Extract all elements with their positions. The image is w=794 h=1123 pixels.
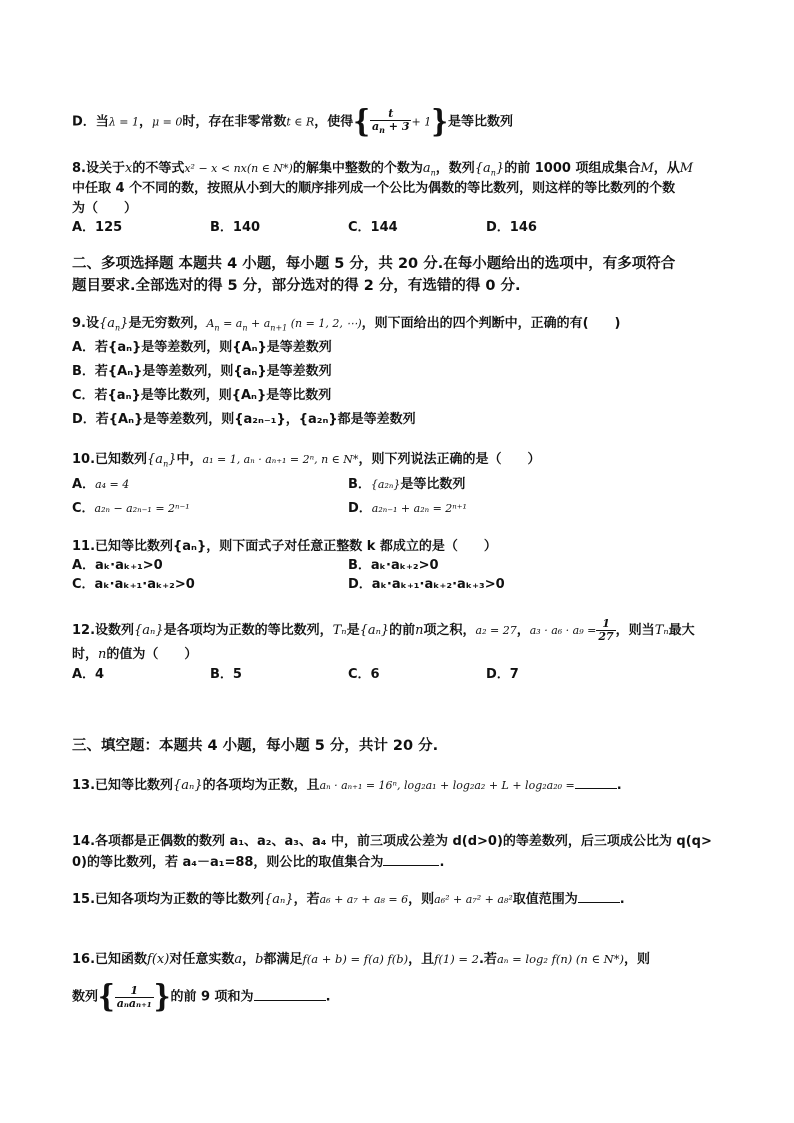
math-sub: n [242, 323, 248, 333]
option-label: D． [72, 114, 96, 130]
option-b: B．140 [210, 220, 261, 235]
math: a₆ + a₇ + a₈ = 6 [319, 893, 409, 906]
fraction-numerator: 1 [596, 618, 615, 631]
math: n [415, 623, 424, 638]
text: 15.已知各项均为正数的等比数列 [72, 892, 265, 907]
q14-line-2 [72, 853, 444, 872]
q9-option-c: C．若{aₙ}是等比数列，则{Aₙ}是等比数列 [72, 388, 332, 403]
math: x² − x < nx [184, 162, 247, 175]
option-a: A．4 [72, 667, 105, 682]
math: a₂ₙ − a₂ₙ₋₁ = 2ⁿ⁻¹ [94, 502, 190, 515]
text: ，从 [653, 161, 680, 176]
math: f(a + b) = f(a) f(b) [302, 952, 409, 966]
q11-option-a: A．aₖ·aₖ₊₁>0 [72, 558, 163, 573]
option-label: B． [348, 477, 371, 492]
text: 是 [346, 623, 360, 638]
math: } [168, 452, 177, 467]
math: a [371, 120, 380, 133]
text: 0)的等比数列，若 a₄－a₁=88，则公比的取值集合为 [72, 855, 384, 870]
right-brace: } [153, 979, 171, 1015]
q9-option-a: A．若{aₙ}是等差数列，则{Aₙ}是等差数列 [72, 340, 332, 355]
q10-option-a [72, 477, 129, 492]
math: a₄ = 4 [95, 478, 130, 491]
text: 当 [95, 114, 109, 130]
math-sub: n+1 [270, 323, 288, 333]
fraction-numerator: 1 [115, 985, 154, 998]
math: a₂ₙ₋₁ + a₂ₙ = 2ⁿ⁺¹ [371, 502, 467, 515]
fraction-denominator: 27 [598, 630, 614, 643]
option-a: A．125 [72, 220, 123, 235]
math: Tₙ [332, 623, 347, 638]
q7-option-d [72, 104, 513, 141]
text: ， [242, 952, 256, 967]
fraction-denominator: aₙaₙ₊₁ [116, 996, 152, 1010]
math: x [124, 161, 133, 176]
q15-stem [72, 890, 625, 909]
math: n [98, 647, 107, 662]
q10-option-d [348, 500, 467, 518]
math-sub: n [490, 168, 496, 178]
math: a₆² + a₇² + a₈² [434, 893, 513, 906]
text: ，则下列说法正确的是（ ） [358, 452, 541, 467]
math: aₙ · aₙ₊₁ = 16ⁿ, log₂a₁ + log₂a₂ + L + log₂a₂₀ = [319, 779, 575, 792]
option-label: C． [72, 501, 95, 516]
text: 对任意实数 [169, 952, 235, 967]
math: A [206, 317, 215, 330]
q8-line-3: 为（ ） [72, 201, 138, 216]
math-sub: n [430, 168, 436, 178]
math-sub: n [214, 323, 220, 333]
q12-line-2 [72, 646, 197, 664]
text: ，则 [408, 892, 435, 907]
text: 12.设数列 [72, 623, 135, 638]
text: 的前 1000 项组成集合 [504, 161, 641, 176]
section-2-heading-line-2: 题目要求.全部选对的得 5 分，部分选对的得 2 分，有选错的得 0 分. [72, 278, 521, 294]
q10-stem [72, 451, 540, 474]
q9-option-b: B．若{Aₙ}是等差数列，则{aₙ}是等差数列 [72, 364, 332, 379]
q11-options-row-2 [72, 576, 732, 594]
text: . [325, 989, 331, 1005]
text: 取值范围为 [512, 892, 578, 907]
text: ，数列 [435, 161, 475, 176]
fraction-denominator [370, 121, 412, 136]
math: M [640, 161, 654, 176]
math: a [422, 161, 431, 176]
text: 最大 [668, 623, 695, 638]
q8-line-2: 中任取 4 个不同的数，按照从小到大的顺序排列成一个公比为偶数的等比数列，则这样的等比数列的个数 [72, 181, 676, 196]
q16-line-1 [72, 950, 650, 969]
answer-blank[interactable] [383, 853, 439, 866]
text: 的前 9 项和为 [170, 989, 254, 1005]
fraction [115, 985, 154, 1010]
math-sub: n [115, 323, 121, 333]
math: (n ∈ N*) [246, 162, 293, 175]
text: 项之积， [423, 623, 476, 638]
math: a₂ = 27 [475, 624, 517, 637]
q9-stem [72, 315, 621, 338]
math: f(1) = 2 [434, 952, 479, 966]
math-sub: n [379, 125, 385, 136]
q13-stem [72, 776, 622, 795]
left-brace: { [353, 104, 370, 141]
math: a₁ = 1, aₙ · aₙ₊₁ = 2ⁿ, n ∈ N* [202, 453, 359, 466]
answer-blank[interactable] [254, 988, 326, 1001]
text: 的不等式 [132, 161, 185, 176]
math-sub: n [163, 459, 169, 469]
fraction [596, 618, 615, 643]
q11-options-row-1 [72, 557, 732, 575]
text: 的值为（ ） [106, 647, 198, 662]
fraction [370, 108, 412, 136]
option-label: D． [348, 501, 372, 516]
math: + 3 [384, 120, 410, 133]
option-d: D．7 [486, 667, 519, 682]
math: + a [247, 317, 271, 330]
q10-option-b [348, 476, 465, 494]
option-d: D．146 [486, 220, 537, 235]
math: } [120, 316, 129, 331]
text: ， [516, 623, 530, 638]
text: 中， [176, 452, 203, 467]
text: 是等比数列 [447, 114, 513, 130]
text: 是无穷数列， [128, 316, 207, 331]
text: ，且 [408, 952, 435, 967]
section-2-heading-line-1: 二、多项选择题 本题共 4 小题，每小题 5 分，共 20 分.在每小题给出的选项中，有多项符合 [72, 256, 676, 272]
text: ，则下面给出的四个判断中，正确的有( ) [361, 316, 621, 331]
q16-line-2 [72, 979, 331, 1015]
text: 的各项均为正数，且 [202, 778, 320, 793]
math: {aₙ} [134, 623, 164, 638]
text: 10.已知数列 [72, 452, 148, 467]
option-label: A． [72, 477, 96, 492]
answer-blank[interactable] [575, 776, 617, 789]
math: aₙ = log₂ f(n) (n ∈ N*) [496, 952, 624, 966]
q9-option-d: D．若{Aₙ}是等差数列，则{a₂ₙ₋₁}，{a₂ₙ}都是等差数列 [72, 412, 416, 427]
q10-options-row-2 [72, 500, 732, 518]
math: = a [219, 317, 243, 330]
text: 都满足 [263, 952, 303, 967]
math: {aₙ} [264, 892, 294, 907]
option-b: B．5 [210, 667, 242, 682]
text: 数列 [72, 989, 99, 1005]
option-c: C．144 [348, 220, 398, 235]
text: ，则 [623, 952, 650, 967]
text: ，若 [293, 892, 320, 907]
section-3-heading: 三、填空题：本题共 4 小题，每小题 5 分，共计 20 分. [72, 738, 439, 754]
math: Tₙ [654, 623, 669, 638]
q11-stem: 11.已知等比数列{aₙ}，则下面式子对任意正整数 k 都成立的是（ ） [72, 539, 497, 554]
text: 的解集中整数的个数为 [292, 161, 423, 176]
text: ，使得 [314, 114, 354, 130]
math: {a [147, 452, 164, 467]
option-c: C．6 [348, 667, 380, 682]
text: 9.设 [72, 316, 99, 331]
left-brace: { [98, 979, 115, 1015]
q14-line-1: 14.各项都是正偶数的数列 a₁、a₂、a₃、a₄ 中，前三项成公差为 d(d>0)的等差数列，后三项成公比为 q(q> [72, 834, 712, 849]
text: . [616, 778, 622, 793]
text: .若 [478, 952, 497, 967]
text: 的前 [389, 623, 416, 638]
text: . [619, 892, 625, 907]
math: } [495, 161, 505, 176]
text: . [439, 855, 445, 870]
math: a₃ · a₆ · a₉ = [529, 624, 597, 637]
q11-option-b: B．aₖ·aₖ₊₂>0 [348, 558, 439, 573]
math: {aₙ} [173, 778, 203, 793]
math: λ = 1 [108, 115, 139, 129]
math: a [234, 952, 243, 967]
math: {aₙ} [359, 623, 390, 638]
text: ， [139, 114, 153, 130]
q10-options-row-1 [72, 476, 732, 494]
math: μ = 0 [152, 115, 183, 129]
q10-option-c [72, 501, 190, 516]
math: b [255, 952, 264, 967]
q12-stem [72, 618, 695, 643]
math: (n = 1, 2, ⋯) [287, 317, 362, 330]
fraction-numerator: t [370, 108, 412, 121]
math: {a₂ₙ} [370, 478, 401, 491]
math: {a [98, 316, 116, 331]
text: 时， [72, 647, 99, 662]
text: 是各项均为正数的等比数列， [163, 623, 333, 638]
q11-option-c: C．aₖ·aₖ₊₁·aₖ₊₂>0 [72, 577, 195, 592]
text: 16.已知函数 [72, 952, 148, 967]
math: t ∈ R [286, 115, 315, 129]
text: ，则当 [615, 623, 655, 638]
text: 8.设关于 [72, 161, 125, 176]
math: f(x) [147, 952, 170, 967]
answer-blank[interactable] [578, 890, 620, 903]
q11-option-d: D．aₖ·aₖ₊₁·aₖ₊₂·aₖ₊₃>0 [348, 577, 505, 592]
text: 是等比数列 [400, 477, 466, 492]
text: 时，存在非零常数 [182, 114, 287, 130]
math: M [679, 161, 694, 176]
math: {a [474, 161, 491, 176]
math: + 1 [411, 115, 432, 129]
text: 13.已知等比数列 [72, 778, 174, 793]
right-brace: } [431, 104, 448, 141]
